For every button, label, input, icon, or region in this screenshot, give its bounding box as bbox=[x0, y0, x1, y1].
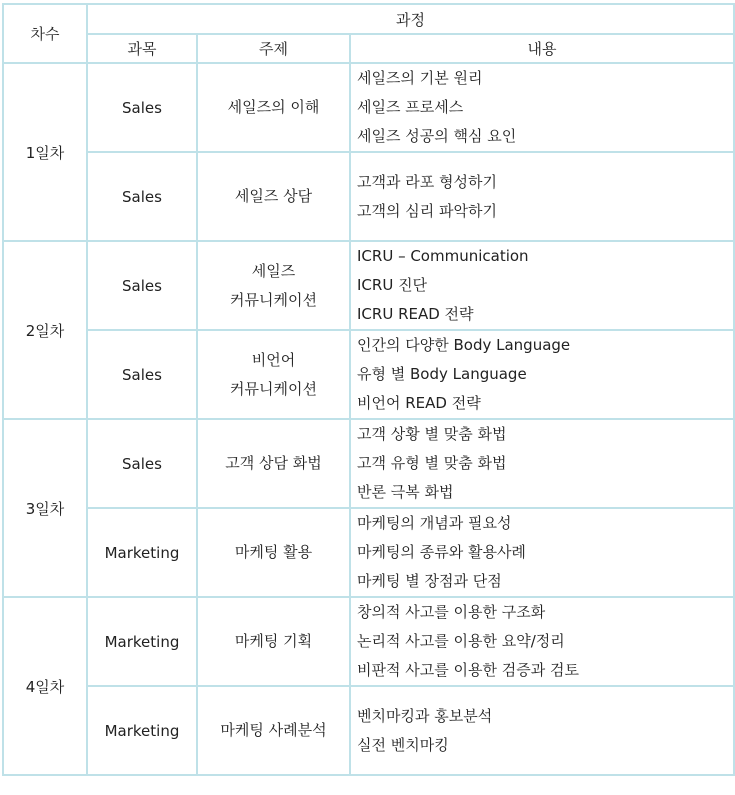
subject-cell: Marketing bbox=[87, 597, 197, 686]
subject-cell: Sales bbox=[87, 63, 197, 152]
content-cell bbox=[350, 63, 734, 152]
content-line: 세일즈 프로세스 bbox=[357, 98, 464, 116]
content-line: 마케팅의 개념과 필요성 bbox=[357, 514, 512, 532]
content-cell bbox=[350, 419, 734, 508]
content-line: 논리적 사고를 이용한 요약/정리 bbox=[357, 632, 565, 650]
topic-cell bbox=[197, 597, 350, 686]
content-line: 세일즈의 기본 원리 bbox=[357, 69, 483, 87]
curriculum-table bbox=[2, 3, 735, 776]
content-cell bbox=[350, 508, 734, 597]
content-line: 세일즈 성공의 핵심 요인 bbox=[357, 127, 517, 145]
subject-cell: Marketing bbox=[87, 686, 197, 775]
subject-cell: Sales bbox=[87, 241, 197, 330]
topic-line: 커뮤니케이션 bbox=[230, 379, 317, 398]
topic-cell bbox=[197, 508, 350, 597]
content-line: 창의적 사고를 이용한 구조화 bbox=[357, 603, 546, 621]
subject-header: 과목 bbox=[87, 34, 197, 63]
content-line: 고객의 심리 파악하기 bbox=[357, 201, 497, 220]
topic-line: 고객 상담 화법 bbox=[225, 454, 322, 472]
topic-cell bbox=[197, 330, 350, 419]
content-header: 내용 bbox=[350, 34, 734, 63]
topic-cell bbox=[197, 63, 350, 152]
topic-line: 마케팅 사례분석 bbox=[220, 721, 327, 739]
content-cell bbox=[350, 597, 734, 686]
day-header: 차수 bbox=[3, 4, 87, 63]
topic-line: 세일즈 bbox=[251, 261, 296, 280]
topic-line: 커뮤니케이션 bbox=[230, 290, 317, 309]
day-label: 2일차 bbox=[3, 241, 87, 419]
topic-header: 주제 bbox=[197, 34, 350, 63]
subject-cell: Marketing bbox=[87, 508, 197, 597]
subject-cell: Sales bbox=[87, 152, 197, 241]
topic-cell bbox=[197, 419, 350, 508]
content-line: 비언어 READ 전략 bbox=[357, 394, 481, 412]
content-cell bbox=[350, 686, 734, 775]
topic-cell bbox=[197, 241, 350, 330]
subject-cell: Sales bbox=[87, 419, 197, 508]
day-label: 1일차 bbox=[3, 63, 87, 241]
topic-line: 비언어 bbox=[251, 350, 296, 369]
topic-line: 마케팅 활용 bbox=[234, 543, 313, 561]
content-line: 비판적 사고를 이용한 검증과 검토 bbox=[357, 661, 579, 679]
content-line: 고객 유형 별 맞춤 화법 bbox=[357, 454, 507, 472]
content-line: 반론 극복 화법 bbox=[357, 483, 454, 501]
day-label: 4일차 bbox=[3, 597, 87, 775]
content-line: 고객 상황 별 맞춤 화법 bbox=[357, 425, 507, 443]
content-cell bbox=[350, 152, 734, 241]
topic-line: 세일즈의 이해 bbox=[227, 98, 320, 116]
content-line: ICRU READ 전략 bbox=[357, 305, 474, 323]
subject-cell: Sales bbox=[87, 330, 197, 419]
content-line: 인간의 다양한 Body Language bbox=[357, 336, 571, 354]
topic-cell bbox=[197, 152, 350, 241]
content-cell bbox=[350, 330, 734, 419]
content-line: ICRU 진단 bbox=[357, 276, 428, 294]
content-line: ICRU – Communication bbox=[357, 247, 529, 265]
day-label: 3일차 bbox=[3, 419, 87, 597]
content-line: 마케팅의 종류와 활용사례 bbox=[357, 543, 526, 561]
course-group-header: 과정 bbox=[87, 4, 734, 34]
topic-line: 마케팅 기획 bbox=[234, 632, 313, 650]
topic-cell bbox=[197, 686, 350, 775]
content-line: 벤치마킹과 홍보분석 bbox=[357, 706, 493, 725]
content-line: 실전 벤치마킹 bbox=[357, 735, 449, 754]
topic-line: 세일즈 상담 bbox=[234, 187, 313, 205]
content-line: 마케팅 별 장점과 단점 bbox=[357, 572, 502, 590]
content-line: 유형 별 Body Language bbox=[357, 365, 527, 383]
content-cell bbox=[350, 241, 734, 330]
content-line: 고객과 라포 형성하기 bbox=[357, 172, 497, 191]
